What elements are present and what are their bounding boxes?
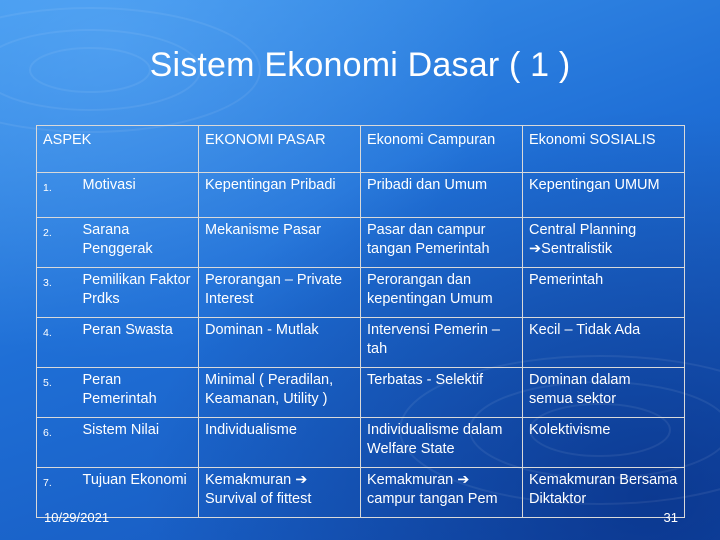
cell-sosialis: Kepentingan UMUM [523, 173, 685, 218]
cell-pasar: Perorangan – Private Interest [199, 268, 361, 318]
cell-sosialis [523, 218, 685, 268]
table-row [37, 173, 685, 218]
cell-campuran [361, 468, 523, 518]
table-row [37, 418, 685, 468]
survival-text: Survival of fittest [205, 491, 312, 507]
cell-sosialis: Kemakmuran Bersama Diktaktor [523, 468, 685, 518]
cell-pasar: Kepentingan Pribadi [199, 173, 361, 218]
row-number: 1. [37, 173, 79, 218]
row-aspek: Motivasi [79, 173, 199, 218]
cell-sosialis: Kolektivisme [523, 418, 685, 468]
header-aspek: ASPEK [37, 126, 199, 173]
row-aspek: Tujuan Ekonomi [79, 468, 199, 518]
cell-campuran: Terbatas - Selektif [361, 368, 523, 418]
cell-campuran: Individualisme dalam Welfare State [361, 418, 523, 468]
row-aspek: Peran Pemerintah [79, 368, 199, 418]
central-planning-text: Central Planning [529, 222, 637, 238]
cell-pasar [199, 468, 361, 518]
header-ekonomi-pasar: EKONOMI PASAR [199, 126, 361, 173]
arrow-right-icon: ➔ [529, 241, 542, 257]
row-number: 6. [37, 418, 79, 468]
cell-pasar: Minimal ( Peradilan, Keamanan, Utility ) [199, 368, 361, 418]
table-row [37, 468, 685, 518]
row-number: 7. [37, 468, 79, 518]
header-ekonomi-campuran: Ekonomi Campuran [361, 126, 523, 173]
sentralistik-text: Sentralistik [541, 241, 613, 257]
row-number: 2. [37, 218, 79, 268]
slide-date: 10/29/2021 [44, 510, 110, 525]
row-aspek: Pemilikan Faktor Prdks [79, 268, 199, 318]
row-number: 5. [37, 368, 79, 418]
cell-sosialis: Dominan dalam semua sektor [523, 368, 685, 418]
arrow-right-icon: ➔ [295, 472, 308, 488]
row-aspek: Sarana Penggerak [79, 218, 199, 268]
arrow-right-icon: ➔ [457, 472, 470, 488]
table-row [37, 318, 685, 368]
row-aspek: Peran Swasta [79, 318, 199, 368]
table-row [37, 368, 685, 418]
slide-title: Sistem Ekonomi Dasar ( 1 ) [149, 46, 571, 84]
cell-campuran: Perorangan dan kepentingan Umum [361, 268, 523, 318]
header-ekonomi-sosialis: Ekonomi SOSIALIS [523, 126, 685, 173]
cell-pasar: Mekanisme Pasar [199, 218, 361, 268]
cell-pasar: Dominan - Mutlak [199, 318, 361, 368]
kemakmuran-text: Kemakmuran [367, 472, 454, 488]
campur-tangan-text: campur tangan Pem [367, 491, 498, 507]
cell-sosialis: Kecil – Tidak Ada [523, 318, 685, 368]
table-row [37, 218, 685, 268]
cell-campuran: Pasar dan campur tangan Pemerintah [361, 218, 523, 268]
cell-campuran: Intervensi Pemerin – tah [361, 318, 523, 368]
row-aspek: Sistem Nilai [79, 418, 199, 468]
cell-pasar: Individualisme [199, 418, 361, 468]
table-header-row [37, 126, 685, 173]
kemakmuran-text: Kemakmuran [205, 472, 292, 488]
cell-sosialis: Pemerintah [523, 268, 685, 318]
slide-page-number: 31 [663, 510, 678, 525]
table-row [37, 268, 685, 318]
row-number: 4. [37, 318, 79, 368]
cell-campuran: Pribadi dan Umum [361, 173, 523, 218]
comparison-table [36, 125, 685, 518]
row-number: 3. [37, 268, 79, 318]
